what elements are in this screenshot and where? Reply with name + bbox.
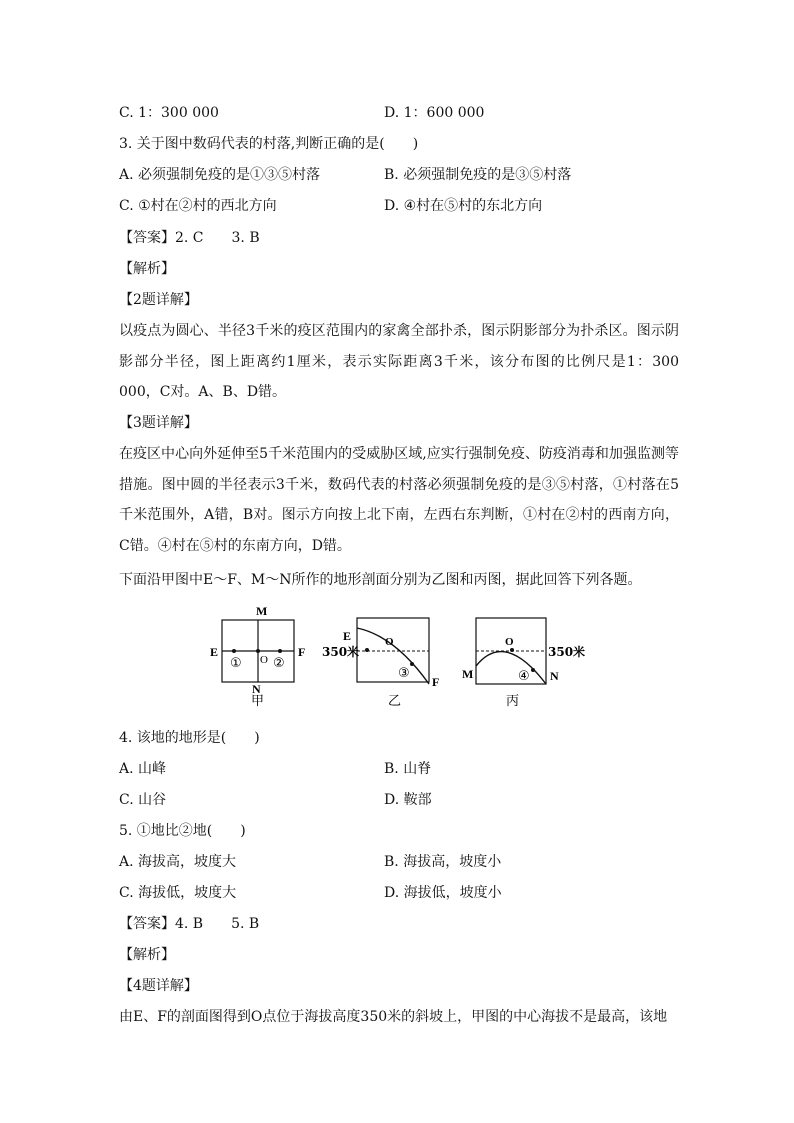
jia-label-m: M xyxy=(256,604,268,618)
jia-label-o: O xyxy=(260,654,268,666)
answer-line-1: 【答案】2. C 3. B xyxy=(119,230,260,246)
detail-4-text: 由E、F的剖面图得到O点位于海拔高度350米的斜坡上，甲图的中心海拔不是最高，该地 xyxy=(119,1009,668,1025)
q3-option-a: A. 必须强制免疫的是①③⑤村落 xyxy=(119,167,321,183)
figure-bing xyxy=(462,618,585,709)
bing-profile-curve xyxy=(476,652,546,684)
terrain-figure xyxy=(200,600,586,715)
yi-label-o: O xyxy=(385,636,394,648)
bing-point-4 xyxy=(531,668,535,672)
q5-option-a: A. 海拔高，坡度大 xyxy=(119,854,237,870)
jia-point-o xyxy=(256,649,260,653)
jia-label-1: ① xyxy=(230,656,242,671)
jia-label-e: E xyxy=(210,645,219,659)
yi-point-3 xyxy=(410,662,414,666)
analysis-heading-2: 【解析】 xyxy=(119,947,175,963)
question-5-stem: 5. ①地比②地( ) xyxy=(119,823,246,839)
detail-3-text: 在疫区中心向外延伸至5千米范围内的受威胁区域,应实行强制免疫、防疫消毒和加强监测等措施。图中圆的半径表示3千米，数码代表的村落必须强制免疫的是③⑤村落，①村落在5千米范围外，A错，B对。图示方向按上北下南，左西右东判断，①村在②村的西南方向，C错。④村在⑤村的东南方向，D错。 xyxy=(119,446,679,554)
bing-label-350: 350米 xyxy=(548,645,586,659)
q4-option-a: A. 山峰 xyxy=(119,761,167,777)
yi-label-350: 350米 xyxy=(322,645,360,659)
analysis-heading-1: 【解析】 xyxy=(119,261,175,277)
detail-4-heading: 【4题详解】 xyxy=(119,978,198,994)
jia-point-1 xyxy=(232,649,236,653)
bing-label-o: O xyxy=(505,636,514,648)
yi-caption: 乙 xyxy=(388,694,402,709)
question-4-stem: 4. 该地的地形是( ) xyxy=(119,730,260,746)
yi-point-o xyxy=(365,648,369,652)
detail-3-heading: 【3题详解】 xyxy=(119,415,198,431)
figure-jia xyxy=(210,604,305,709)
q3-option-d: D. ④村在⑤村的东北方向 xyxy=(384,198,543,214)
q5-option-b: B. 海拔高，坡度小 xyxy=(384,854,502,870)
jia-point-2 xyxy=(278,649,282,653)
bing-point-o xyxy=(510,648,514,652)
yi-label-f: F xyxy=(432,675,440,689)
option-d: D. 1：600 000 xyxy=(384,105,485,121)
q5-option-d: D. 海拔低，坡度小 xyxy=(384,885,502,901)
bing-caption: 丙 xyxy=(506,694,520,709)
jia-caption: 甲 xyxy=(251,694,265,709)
q3-option-c: C. ①村在②村的西北方向 xyxy=(119,198,277,214)
option-c: C. 1：300 000 xyxy=(119,105,219,121)
answer-line-2: 【答案】4. B 5. B xyxy=(119,916,260,932)
question-3-stem: 3. 关于图中数码代表的村落,判断正确的是( ) xyxy=(119,136,419,152)
q5-option-c: C. 海拔低，坡度大 xyxy=(119,885,237,901)
bing-label-m: M xyxy=(462,667,474,681)
q4-option-d: D. 鞍部 xyxy=(384,792,432,808)
bing-label-4: ④ xyxy=(518,669,530,684)
jia-label-f: F xyxy=(298,645,306,659)
detail-2-heading: 【2题详解】 xyxy=(119,292,198,308)
q4-option-c: C. 山谷 xyxy=(119,792,167,808)
jia-label-2: ② xyxy=(273,656,285,671)
q4-option-b: B. 山脊 xyxy=(384,761,432,777)
yi-label-e: E xyxy=(343,629,352,643)
bing-label-n: N xyxy=(550,669,559,683)
figure-intro: 下面沿甲图中E～F、M～N所作的地形剖面分别为乙图和丙图，据此回答下列各题。 xyxy=(119,572,642,588)
yi-label-3: ③ xyxy=(398,666,410,681)
detail-2-text: 以疫点为圆心、半径3千米的疫区范围内的家禽全部扑杀，图示阴影部分为扑杀区。图示阴影部分半径，图上距离约1厘米，表示实际距离3千米，该分布图的比例尺是1：300 000，C对。A、B、D错。 xyxy=(119,323,679,400)
figure-yi xyxy=(322,618,439,709)
jia-label-n: N xyxy=(252,682,261,696)
q3-option-b: B. 必须强制免疫的是③⑤村落 xyxy=(384,167,572,183)
